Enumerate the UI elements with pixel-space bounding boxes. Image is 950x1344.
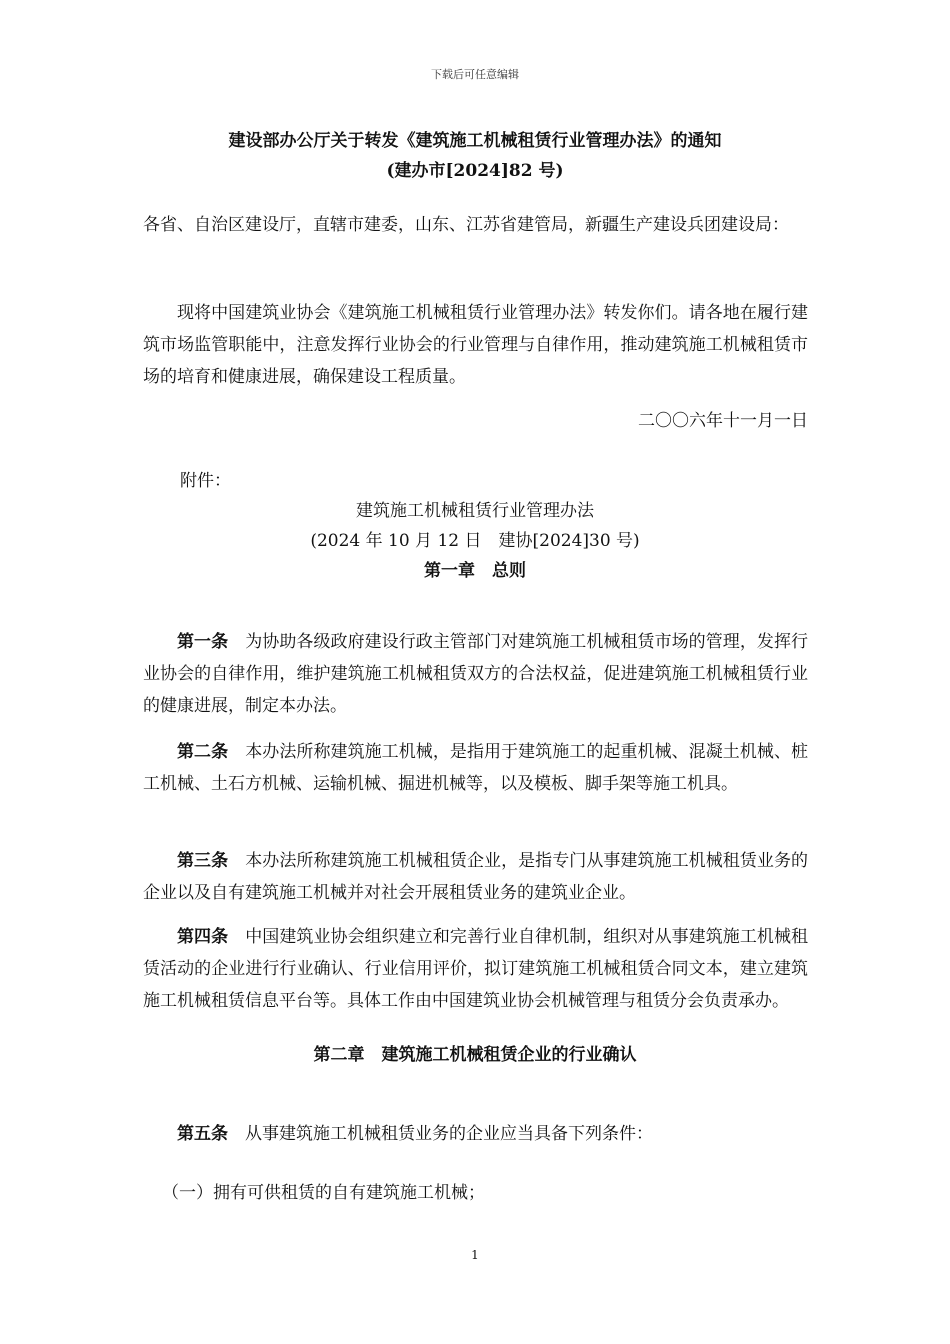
article-3 xyxy=(143,845,808,909)
article-label: 第三条 xyxy=(177,851,229,871)
article-4 xyxy=(143,921,808,1017)
page-number: 1 xyxy=(471,1248,479,1262)
article-text: 本办法所称建筑施工机械，是指用于建筑施工的起重机械、混凝土机械、桩工机械、土石方机械、运输机械、掘进机械等，以及模板、脚手架等施工机具。 xyxy=(143,742,809,794)
article-label: 第二条 xyxy=(177,742,229,762)
header-note: 下载后可任意编辑 xyxy=(431,68,519,81)
issue-date: 二〇〇六年十一月一日 xyxy=(638,411,808,431)
list-item: （一）拥有可供租赁的自有建筑施工机械； xyxy=(162,1183,485,1203)
article-text: 中国建筑业协会组织建立和完善行业自律机制，组织对从事建筑施工机械租赁活动的企业进行行业确认、行业信用评价，拟订建筑施工机械租赁合同文本，建立建筑施工机械租赁信息平台等。具体工作由中国建筑业协会机械管理与租赁分会负责承办。 xyxy=(143,927,809,1011)
article-text: 从事建筑施工机械租赁业务的企业应当具备下列条件： xyxy=(245,1124,653,1144)
intro-paragraph: 现将中国建筑业协会《建筑施工机械租赁行业管理办法》转发你们。请各地在履行建筑市场监管职能中，注意发挥行业协会的行业管理与自律作用，推动建筑施工机械租赁市场的培育和健康进展，确保建设工程质量。 xyxy=(143,303,808,387)
article-label: 第四条 xyxy=(177,927,229,947)
attachment-label: 附件： xyxy=(180,471,231,491)
document-number: (建办市[2024]82 号) xyxy=(386,161,564,181)
addressee: 各省、自治区建设厅，直辖市建委，山东、江苏省建管局，新疆生产建设兵团建设局： xyxy=(143,215,789,235)
document-title: 建设部办公厅关于转发《建筑施工机械租赁行业管理办法》的通知 xyxy=(228,131,722,151)
article-text: 为协助各级政府建设行政主管部门对建筑施工机械租赁市场的管理，发挥行业协会的自律作用，维护建筑施工机械租赁双方的合法权益，促进建筑施工机械租赁行业的健康进展，制定本办法。 xyxy=(143,632,809,716)
article-label: 第一条 xyxy=(177,632,229,652)
attachment-issue-info: (2024 年 10 月 12 日 建协[2024]30 号) xyxy=(310,531,640,551)
attachment-title: 建筑施工机械租赁行业管理办法 xyxy=(356,501,594,521)
article-label: 第五条 xyxy=(177,1124,228,1144)
article-text: 本办法所称建筑施工机械租赁企业，是指专门从事建筑施工机械租赁业务的企业以及自有建筑施工机械并对社会开展租赁业务的建筑业企业。 xyxy=(143,851,809,903)
chapter-heading: 第一章 总则 xyxy=(424,561,526,581)
article-2 xyxy=(143,736,808,800)
article-1 xyxy=(143,626,808,722)
article-5 xyxy=(143,1118,808,1150)
chapter-heading: 第二章 建筑施工机械租赁企业的行业确认 xyxy=(313,1045,637,1065)
